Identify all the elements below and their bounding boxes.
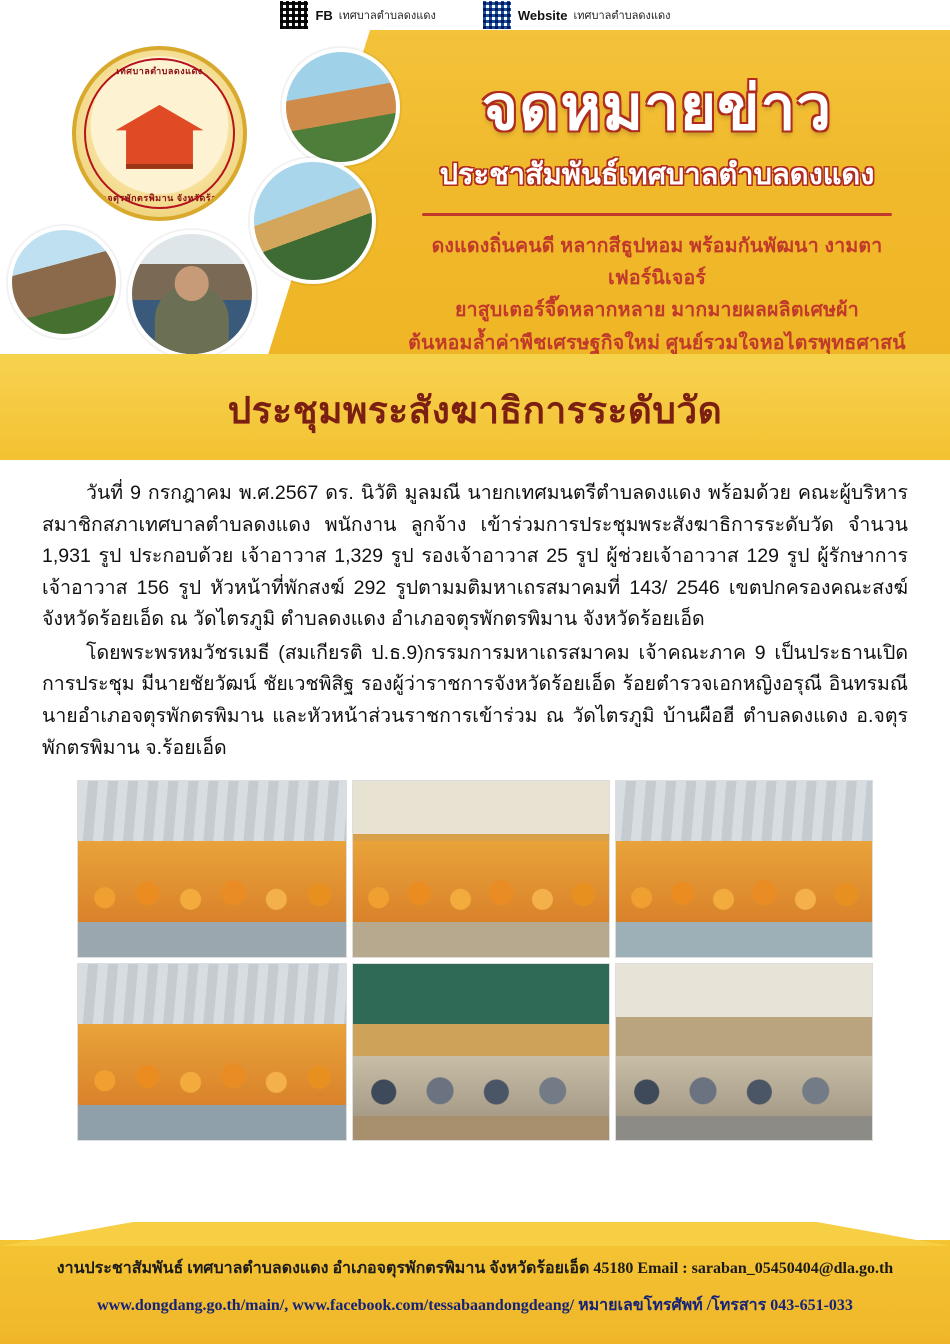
- photo-gallery: [42, 780, 908, 1141]
- slogan-line-2: ยาสูบเตอร์จี๊ดหลากหลาย มากมายผลผลิตเศษผ้า: [455, 299, 859, 322]
- article-headline: ประชุมพระสังฆาธิการระดับวัด: [227, 389, 723, 431]
- photo-roof-area: [616, 781, 872, 848]
- social-links-bar: [0, 0, 950, 30]
- banner-photo-3: [8, 226, 120, 338]
- seal-top-text: เทศบาลตำบลดงแดง: [116, 66, 203, 76]
- gallery-photo-2: [352, 780, 610, 958]
- gallery-photo-1: [77, 780, 347, 958]
- municipal-seal-logo: [72, 46, 247, 221]
- photo-monks-area: [616, 841, 872, 922]
- photo-monks-area: [78, 841, 346, 922]
- facebook-page-name: เทศบาลตำบลดงแดง: [338, 10, 436, 22]
- photo-monks-area: [78, 1024, 346, 1105]
- gallery-photo-4: [77, 963, 347, 1141]
- gallery-photo-6: [615, 963, 873, 1141]
- photo-roof-area: [78, 964, 346, 1031]
- slogan-line-1: ดงแดงถิ่นคนดี หลากสีธูปหอม พร้อมกันพัฒนา งามตาเฟอร์นิเจอร์: [431, 235, 883, 290]
- divider: [422, 213, 892, 216]
- person-silhouette: [155, 286, 229, 358]
- website-link[interactable]: [482, 0, 671, 30]
- facebook-link[interactable]: [279, 0, 435, 30]
- photo-seating-area: [353, 1056, 609, 1116]
- article-paragraph-1: วันที่ 9 กรกฎาคม พ.ศ.2567 ดร. นิวัติ มูลมณี นายกเทศมนตรีตำบลดงแดง พร้อมด้วย คณะผู้บริหาร สมาชิกสภาเทศบาลตำบลดงแดง พนักงาน ลูกจ้าง เข้าร่วมการประชุมพระสังฆาธิการระดับวัด จำนวน 1,931 รูป ประกอบด้วย เจ้าอาวาส 1,329 รูป รองเจ้าอาวาส 25 รูป ผู้ช่วยเจ้าอาวาส 129 รูป ผู้รักษาการเจ้าอาวาส 156 รูป หัวหน้าที่พักสงฆ์ 292 รูปตามมติมหาเถรสมาคมที่ 143/ 2546 เขตปกครองคณะสงฆ์จังหวัดร้อยเอ็ด ณ วัดไตรภูมิ ตำบลดงแดง อำเภอจตุรพักตรพิมาน จังหวัดร้อยเอ็ด: [42, 482, 908, 631]
- banner-photo-portrait: [128, 230, 256, 358]
- banner-title-block: [352, 30, 950, 360]
- photo-roof-area: [78, 781, 346, 848]
- article-paragraph-2: โดยพระพรหมวัชรเมธี (สมเกียรติ ป.ธ.9)กรรมการมหาเถรสมาคม เจ้าคณะภาค 9 เป็นประธานเปิดการประชุม มีนายชัยวัฒน์ ชัยเวชพิสิฐ รองผู้ว่าราชการจังหวัดร้อยเอ็ด ร้อยตำรวจเอกหญิงอรุณี อินทรมณี นายอำเภอจตุรพักตรพิมาน และหัวหน้าส่วนราชการเข้าร่วม ณ วัดไตรภูมิ บ้านผือฮี ตำบลดงแดง อ.จตุรพักตรพิมาน จ.ร้อยเอ็ด: [42, 641, 908, 759]
- photo-seating-area: [616, 1056, 872, 1116]
- newsletter-title: จดหมายข่าว: [481, 74, 833, 143]
- slogan-line-3: ต้นหอมล้ำค่าพืชเศรษฐกิจใหม่ ศูนย์รวมใจหอไตรพุทธศาสน์: [408, 331, 906, 354]
- newsletter-subtitle: ประชาสัมพันธ์เทศบาลตำบลดงแดง: [439, 159, 875, 192]
- masthead-banner: [0, 30, 950, 360]
- article-body: [0, 460, 950, 1250]
- qr-code-icon: [482, 0, 512, 30]
- qr-code-icon: [279, 0, 309, 30]
- facebook-label: FB: [315, 7, 333, 23]
- footer-contact-line: งานประชาสัมพันธ์ เทศบาลตำบลดงแดง อำเภอจตุรพักตรพิมาน จังหวัดร้อยเอ็ด 45180 Email : saraban_05450404@dla.go.th: [56, 1260, 894, 1277]
- headline-bar: [0, 360, 950, 460]
- gallery-photo-3: [615, 780, 873, 958]
- photo-monks-area: [353, 841, 609, 922]
- website-label: Website: [517, 7, 568, 23]
- website-page-name: เทศบาลตำบลดงแดง: [573, 10, 671, 22]
- page-footer: [0, 1240, 950, 1344]
- footer-links-line[interactable]: www.dongdang.go.th/main/, www.facebook.com/tessabaandongdeang/ หมายเลขโทรศัพท์ /โทรสาร 043-651-033: [97, 1297, 853, 1314]
- gallery-photo-5: [352, 963, 610, 1141]
- seal-bottom-text: อำเภอจตุรพักตรพิมาน จังหวัดร้อยเอ็ด: [80, 193, 239, 203]
